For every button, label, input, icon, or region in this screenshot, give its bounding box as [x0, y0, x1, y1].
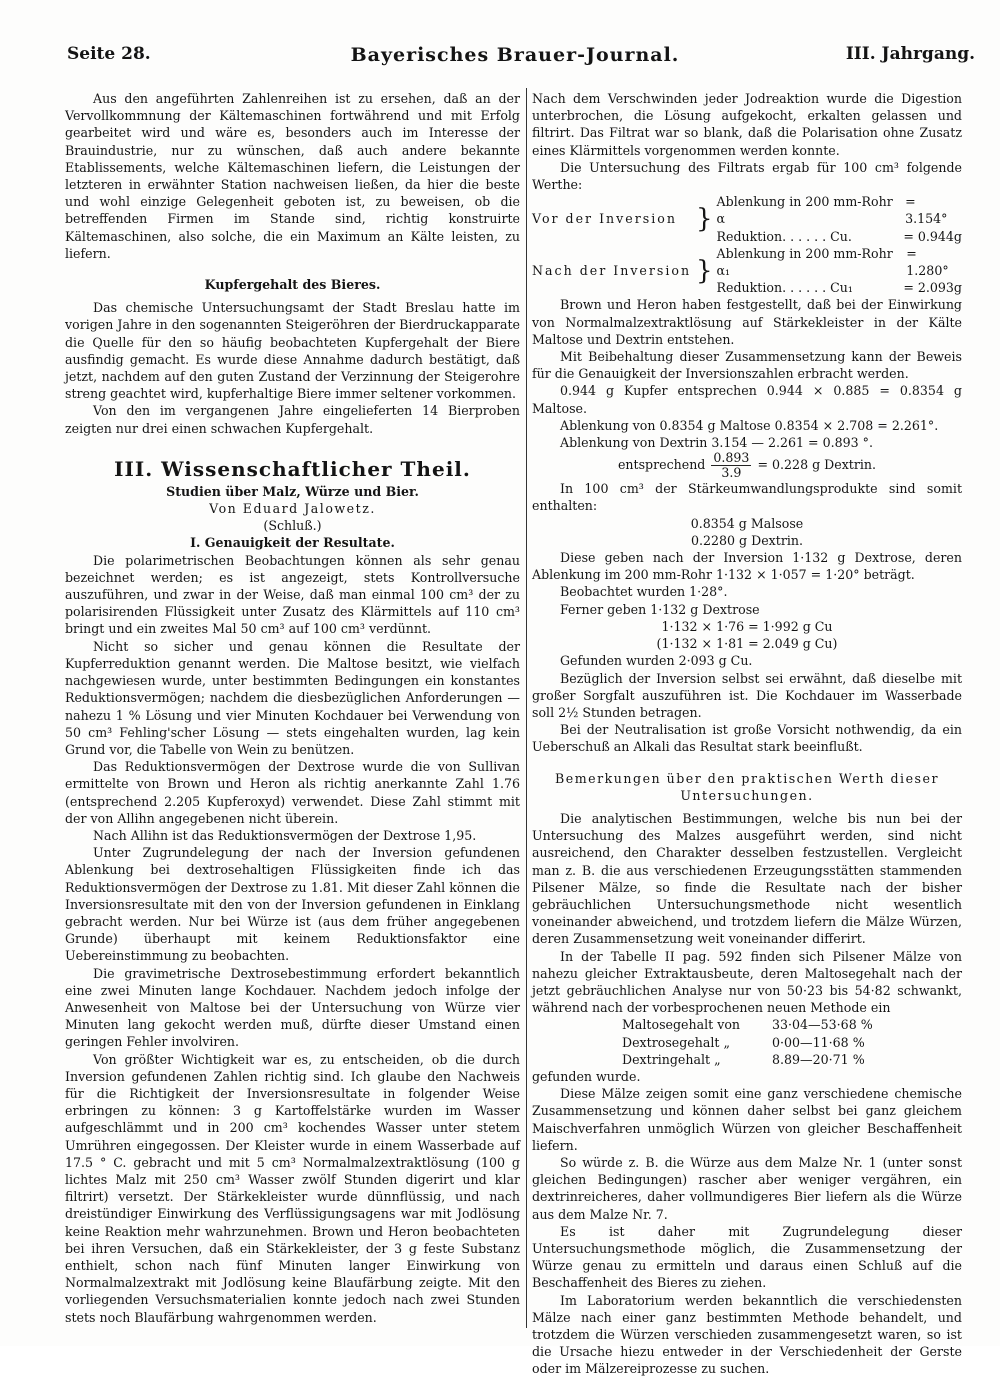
table-row: [622, 1034, 962, 1051]
table-key: Dextrosegehalt „: [622, 1034, 730, 1050]
paragraph: Beobachtet wurden 1·28°.: [560, 584, 728, 600]
row-label: Vor der Inversion: [532, 211, 677, 227]
paragraph: Das chemische Untersuchungsamt der Stadt Breslau hatte im vorigen Jahre in den sogenannten Steigeröhren der Bierdruckapparate die Quelle für den so häufig beobachteten Kupfergehalt der Biere ausfindig gemacht. Es wurde diese Annahme dadurch bestätigt, daß jetzt, nachdem auf den guten Zustand der Verzinnung der Steigerohre streng geachtet wird, kupferhaltige Biere immer seltener vorkommen.: [65, 300, 520, 402]
paragraph: Bei der Neutralisation ist große Vorsicht nothwendig, da ein Ueberschuß an Alkali das Resultat stark beeinflußt.: [532, 722, 962, 755]
value: = 3.154°: [905, 194, 948, 227]
paragraph: Nach dem Verschwinden jeder Jodreaktion wurde die Digestion unterbrochen, die Lösung aufgekocht, erkalten gelassen und filtrirt. Das Filtrat war so blank, daß die Polarisation ohne Zusatz eines Klärmittels vorgenommen werden konnte.: [532, 91, 962, 158]
paragraph: In der Tabelle II pag. 592 finden sich Pilsener Mälze von nahezu gleicher Extraktausbeute, deren Maltosegehalt nach der jetzt gebräuchlichen Analyse nur von 50·23 bis 54·82 schwankt, während nach der vorbesprochenen neuen Methode ein: [532, 948, 962, 1016]
paragraph: Unter Zugrundelegung der nach der Inversion gefundenen Ablenkung bei dextrosehaltigen Flüssigkeiten finde ich das Reduktionsvermögen der Dextrose zu 1.81. Mit dieser Zahl können die Inversionsresultate mit den von der Inversion gefundenen in Einklang gebracht werden. Nur bei Würze ist (aus dem früher angegebenen Grunde) überhaupt mit keinem Reduktionsfaktor eine Uebereinstimmung zu beobachten.: [65, 845, 520, 964]
formula-line: 0.8354 g Malsose: [690, 515, 804, 531]
paragraph: Ferner geben 1·132 g Dextrose: [560, 601, 760, 617]
paragraph: In 100 cm³ der Stärkeumwandlungsprodukte sind somit enthalten:: [532, 481, 962, 514]
page-header: [55, 44, 975, 74]
fraction-denominator: 3.9: [721, 465, 742, 481]
subsection-heading: I. Genauigkeit der Resultate.: [190, 535, 395, 551]
value-label: Reduktion. . . . . . Cu₁: [716, 280, 853, 296]
left-column: [65, 90, 520, 1326]
brace: }: [696, 204, 713, 235]
fraction-suffix: = 0.228 g Dextrin.: [757, 457, 877, 473]
paragraph: Mit Beibehaltung dieser Zusammensetzung kann der Beweis für die Genauigkeit der Inversionszahlen erbracht werden.: [532, 349, 962, 382]
brace: }: [696, 255, 713, 286]
paragraph: gefunden wurde.: [532, 1068, 641, 1084]
value: = 0.944g: [903, 228, 962, 244]
paragraph: Von größter Wichtigkeit war es, zu entscheiden, ob die durch Inversion gefundenen Zahlen richtig sind. Ich glaube den Nachweis für die Richtigkeit der Inversionsresultate in folgender Weise erbringen zu können: 3 g Kartoffelstärke wurden im Wasser aufgeschlämmt und in 200 cm³ kochendes Wasser unter stetem Umrühren eingegossen. Der Kleister wurde in einem Wasserbade auf 17.5 ° C. gebracht und mit 5 cm³ Normalmalzextraktlösung (100 g lichtes Malz mit 250 cm³ Wasser zwölf Stunden digerirt und klar filtrirt) versetzt. Der Stärkekleister wurde dünnflüssig, und nach dreistündiger Einwirkung des Verflüssigungsagens war mit Jodlösung keine Reaktion mehr wahrzunehmen. Brown und Heron beobachteten bei ihren Versuchen, daß ein Stärkekleister, der 3 g feste Substanz enthielt, schon nach fünf Minuten langer Einwirkung von Normalmalzextrakt mit Jodlösung keine Blaufärbung zeigte. Mit den vorliegenden Versuchsmaterialien konnte jedoch nach zwei Stunden stets noch Blaufärbung wahrgenommen werden.: [65, 1051, 520, 1325]
table-row: [622, 1016, 962, 1033]
paragraph: Brown und Heron haben festgestellt, daß bei der Einwirkung von Normalmalzextraktlösung auf Stärkekleister in der Kälte Maltose und Dextrin entstehen.: [532, 297, 962, 347]
paragraph: Die gravimetrische Dextrosebestimmung erfordert bekanntlich eine zwei Minuten lange Kochdauer. Nachdem jedoch infolge der Anwesenheit von Maltose bei der Untersuchung von Würze vier Minuten lang gekocht werden muß, dürfte dieser Umstand einen geringen Fehler involviren.: [65, 965, 520, 1050]
column-divider: [526, 88, 527, 1328]
paragraph: So würde z. B. die Würze aus dem Malze Nr. 1 (unter sonst gleichen Bedingungen) rascher aber weniger vergähren, ein dextrinreicheres, daher vollmundigeres Bier liefern als die Würze aus dem Malze Nr. 7.: [532, 1154, 962, 1222]
page-number: Seite 28.: [67, 44, 151, 64]
measurement-before-inversion: [532, 193, 962, 245]
paragraph: Das Reduktionsvermögen der Dextrose wurde die von Sullivan ermittelte von Brown und Heron als richtig anerkannte Zahl 1.76 (entsprechend 2.205 Kupferoxyd) verwendet. Diese Zahl stimmt mit der von Allihn angegebenen nicht überein.: [65, 759, 520, 826]
value-label: Ablenkung in 200 mm-Rohr α₁: [716, 245, 893, 279]
paragraph: Aus den angeführten Zahlenreihen ist zu ersehen, daß an der Vervollkommnung der Kältemaschinen fortwährend und mit Erfolg gearbeitet wird und wäre es, besonders auch im Interesse der Brauindustrie, nur zu wünschen, daß auch andere bekannte Etablissements, welche Kältemaschinen liefern, die Leistungen der letzteren in erwähnter Station nachweisen ließen, da hier die beste und wohl einzige Gelegenheit geboten ist, zu beweisen, ob die betreffenden Firmen im Stande sind, richtig konstruirte Kältemaschinen, also solche, die ein Maximum an Kälte leisten, zu liefern.: [65, 91, 520, 261]
paragraph: 0.944 g Kupfer entsprechen 0.944 × 0.885 = 0.8354 g Maltose.: [532, 383, 962, 416]
measurement-after-inversion: [532, 245, 962, 297]
table-key: Dextringehalt „: [622, 1051, 721, 1067]
fraction-equation: [532, 451, 962, 480]
table-value: 33·04—53·68 %: [772, 1017, 873, 1033]
paragraph: Es ist daher mit Zugrundelegung dieser Untersuchungsmethode möglich, die Zusammensetzung der Würze genau zu ermitteln und daraus einen Schluß auf die Beschaffenheit des Bieres zu ziehen.: [532, 1223, 962, 1291]
paragraph: Gefunden wurden 2·093 g Cu.: [560, 653, 753, 669]
table-key: Maltosegehalt von: [622, 1017, 741, 1033]
values: [717, 193, 962, 245]
table-row: [622, 1051, 962, 1068]
paragraph: Diese Mälze zeigen somit eine ganz verschiedene chemische Zusammensetzung und können daher selbst bei ganz gleichem Maischverfahren unmöglich Würzen von gleicher Beschaffenheit liefern.: [532, 1086, 962, 1153]
value: = 2.093g: [903, 280, 962, 296]
row-label: Nach der Inversion: [532, 263, 692, 279]
paragraph: Ablenkung von Dextrin 3.154 — 2.261 = 0.893 °.: [560, 435, 873, 451]
fraction: [711, 451, 751, 480]
value: = 1.280°: [906, 245, 949, 279]
paragraph: Nicht so sicher und genau können die Resultate der Kupferreduktion genannt werden. Die Maltose besitzt, wie vielfach nachgewiesen wurde, unter bestimmten Bedingungen ein konstantes Reduktionsvermögen; nachdem die diesbezüglichen Anforderungen — nahezu 1 % Lösung und vier Minuten Kochdauer bei Verwendung von 50 cm³ Fehling'scher Lösung — stets eingehalten wurden, lag kein Grund vor, die Tabelle von Wein zu benützen.: [65, 638, 520, 757]
section-title: III. Wissenschaftlicher Theil.: [114, 456, 471, 481]
paragraph: Die analytischen Bestimmungen, welche bis nun bei der Untersuchung des Malzes ausgeführt werden, sind nicht ausreichend, den Charakter desselben festzustellen. Vergleicht man z. B. die aus verschiedenen Erzeugungsstätten stammenden Pilsener Mälze, so finde die Resultate nach der bisher gebräuchlichen Untersuchungsmethode nicht wesentlich voneinander abweichend, und trotzdem liefern die Mälze Würzen, deren Zusammensetzung weit voneinander differirt.: [532, 810, 962, 947]
continuation-note: (Schluß.): [263, 518, 322, 534]
paragraph: Bezüglich der Inversion selbst sei erwähnt, daß dieselbe mit großer Sorgfalt auszuführen ist. Die Kochdauer im Wasserbade soll 2½ Stunden betragen.: [532, 670, 962, 720]
formula-line: 0.2280 g Dextrin.: [690, 532, 803, 548]
paragraph: Die Untersuchung des Filtrats ergab für 100 cm³ folgende Werthe:: [532, 159, 962, 193]
value-label: Reduktion. . . . . . Cu.: [716, 228, 852, 244]
table-value: 8.89—20·71 %: [772, 1051, 865, 1067]
formula-line: 1·132 × 1·76 = 1·992 g Cu: [661, 618, 833, 634]
paragraph: Von den im vergangenen Jahre eingelieferten 14 Bierproben zeigten nur drei einen schwachen Kupfergehalt.: [65, 403, 520, 436]
section-heading-kupfer: Kupfergehalt des Bieres.: [204, 277, 381, 293]
values: [717, 245, 962, 297]
section-heading-bemerkungen: Bemerkungen über den praktischen Werth dieser Untersuchungen.: [555, 770, 939, 803]
volume-label: III. Jahrgang.: [845, 44, 975, 64]
formula-line: (1·132 × 1·81 = 2.049 g Cu): [656, 636, 838, 652]
table-value: 0·00—11·68 %: [772, 1034, 865, 1050]
paragraph: Ablenkung von 0.8354 g Maltose 0.8354 × 2.708 = 2.261°.: [560, 417, 939, 433]
author-line: Von Eduard Jalowetz.: [209, 501, 376, 517]
journal-title: Bayerisches Brauer-Journal.: [350, 44, 680, 66]
paragraph: Nach Allihn ist das Reduktionsvermögen der Dextrose 1,95.: [93, 827, 477, 843]
paragraph: Im Laboratorium werden bekanntlich die verschiedensten Mälze nach einer ganz bestimmten Methode behandelt, und trotzdem die Würzen verschieden zusammengesetzt waren, so ist die Ursache hiezu entweder in der Verschiedenheit der Gerste oder im Mälzereiprozesse zu suchen.: [532, 1292, 962, 1377]
fraction-numerator: 0.893: [713, 450, 750, 466]
paragraph: Die polarimetrischen Beobachtungen können als sehr genau bezeichnet werden; es ist angezeigt, stets Kontrollversuche auszuführen, und zwar in der Weise, daß man einmal 100 cm³ der zu polarisirenden Flüssigkeit unter Zusatz des Klärmittels auf 110 cm³ bringt und ein zweites Mal 50 cm³ auf 100 cm³ verdünnt.: [65, 552, 520, 637]
article-title: Studien über Malz, Würze und Bier.: [166, 483, 419, 499]
right-column: [532, 90, 962, 1378]
fraction-prefix: entsprechend: [617, 457, 706, 473]
paragraph: Diese geben nach der Inversion 1·132 g Dextrose, deren Ablenkung im 200 mm-Rohr 1·132 × 1·057 = 1·20° beträgt.: [532, 550, 962, 583]
value-label: Ablenkung in 200 mm-Rohr α: [716, 194, 893, 227]
composition-table: [622, 1016, 962, 1068]
